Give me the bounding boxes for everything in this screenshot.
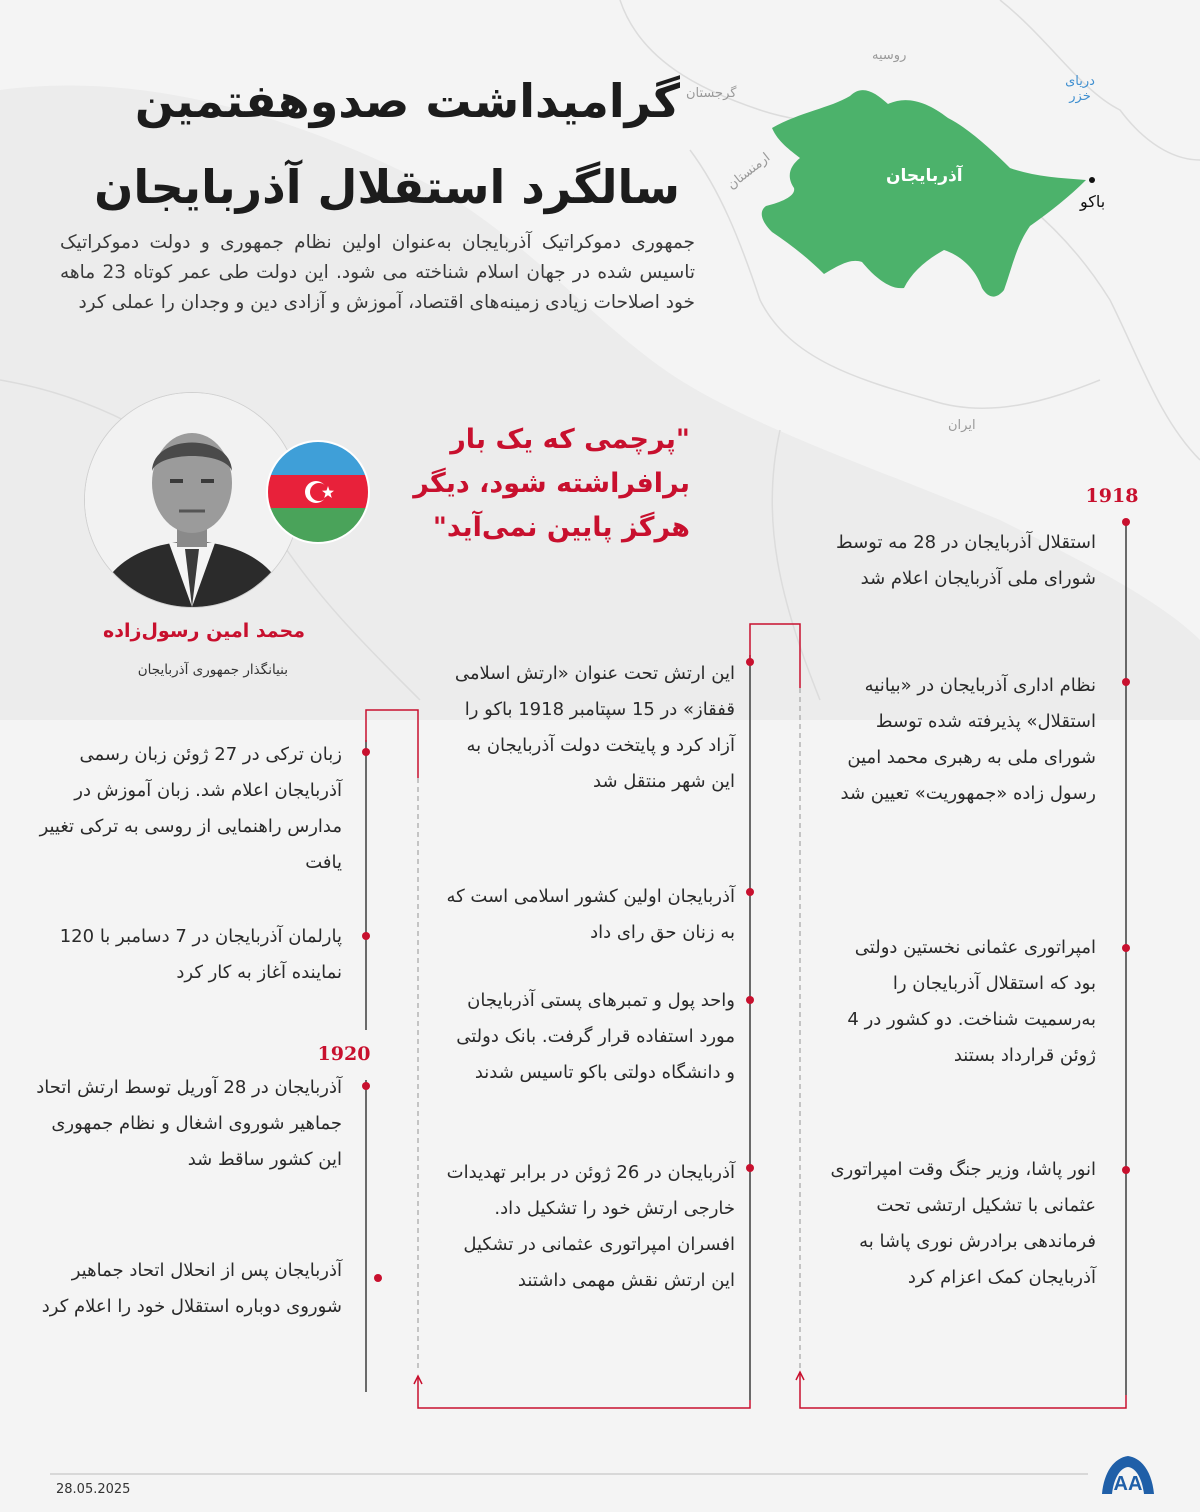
timeline-item: زبان ترکی در 27 ژوئن زبان رسمی آذربایجان اعلام شد. زبان آموزش در مدارس راهنمایی از روسی به ترکی تغییر یافت [39,744,342,873]
timeline-dot [746,1164,754,1172]
timeline-item: امپراتوری عثمانی نخستین دولتی بود که استقلال آذربایجان را به‌رسمیت شناخت. دو کشور در 4 ژوئن قرارداد بستند [847,937,1096,1066]
timeline-dot [1122,678,1130,686]
intro-paragraph: جمهوری دموکراتیک آذربایجان به‌عنوان اولین نظام جمهوری و دولت دموکراتیک تاسیس شده در جهان اسلام شناخته می شود. این دولت طی عمر کوتاه 23 ماهه خود اصلاحات زیادی زمینه‌های اقتصاد، آموزش و آزادی دین و وجدان را عملی کرد [60,232,695,313]
timeline-item: واحد پول و تمبرهای پستی آذربایجان مورد استفاده قرار گرفت. بانک دولتی و دانشگاه دولتی باکو تاسیس شدند [456,990,735,1083]
timeline-item: آذربایجان پس از انحلال اتحاد جماهیر شوروی دوباره استقلال خود را اعلام کرد [41,1260,342,1317]
timeline-item: نظام اداری آذربایجان در «بیانیه استقلال» پذیرفته شده توسط شورای ملی به رهبری محمد امین رسول زاده «جمهوریت» تعیین شد [840,675,1096,804]
map-label-iran: ایران [948,418,976,433]
quote: "پرچمی که یک بار برافراشته شود، دیگر هرگز پایین نمی‌آید" [413,424,690,543]
title-line-1: گرامیداشت صدوهفتمین [134,74,680,128]
map-label-georgia: گرجستان [686,86,737,101]
map-label-azerbaijan: آذربایجان [886,166,963,186]
person-role: بنیانگذار جمهوری آذربایجان [137,662,288,678]
person-name: محمد امین رسول‌زاده [103,620,305,642]
timeline-item: این ارتش تحت عنوان «ارتش اسلامی قفقاز» در 15 سپتامبر 1918 باکو را آزاد کرد و پایتخت دولت آذربایجان به این شهر منتقل شد [454,663,735,792]
aa-logo [1100,1452,1156,1500]
map-label-armenia: ارمنستان [724,150,774,193]
timeline-dot [1122,944,1130,952]
caspian-line-2: خزر [1069,89,1091,104]
timeline-item: استقلال آذربایجان در 28 مه توسط شورای ملی آذربایجان اعلام شد [836,532,1096,589]
aa-logo-icon [1100,1452,1156,1496]
timeline-dot [1122,1166,1130,1174]
timeline-dot [362,1082,370,1090]
timeline-dot [1122,518,1130,526]
map-label-baku: باکو [1080,192,1106,211]
timeline-dot [746,888,754,896]
timeline-dot [746,658,754,666]
publish-date: 28.05.2025 [56,1482,131,1497]
timeline-dot [374,1274,382,1282]
timeline-item: آذربایجان در 26 ژوئن در برابر تهدیدات خارجی ارتش خود را تشکیل داد. افسران امپراتوری عثمانی در تشکیل این ارتش نقش مهمی داشتند [446,1162,735,1291]
aa-logo-text: AA [1113,1473,1143,1495]
timeline-dot [362,748,370,756]
timeline-dot [362,932,370,940]
caspian-line-1: دریای [1065,74,1095,89]
timeline-item: آذربایجان اولین کشور اسلامی است که به زنان حق رای داد [446,886,735,943]
map-label-russia: روسیه [872,48,907,63]
year-1920: 1920 [317,1043,371,1065]
year-1918: 1918 [1085,485,1139,507]
timeline-item: آذربایجان در 28 آوریل توسط ارتش اتحاد جماهیر شوروی اشغال و نظام جمهوری این کشور ساقط شد [36,1077,342,1170]
timeline-item: پارلمان آذربایجان در 7 دسامبر با 120 نماینده آغاز به کار کرد [59,926,342,983]
timeline-item: انور پاشا، وزیر جنگ وقت امپراتوری عثمانی با تشکیل ارتشی تحت فرماندهی برادرش نوری پاشا به آذربایجان کمک اعزام کرد [830,1159,1096,1288]
title-line-2: سالگرد استقلال آذربایجان [94,160,680,214]
timeline-dot [746,996,754,1004]
